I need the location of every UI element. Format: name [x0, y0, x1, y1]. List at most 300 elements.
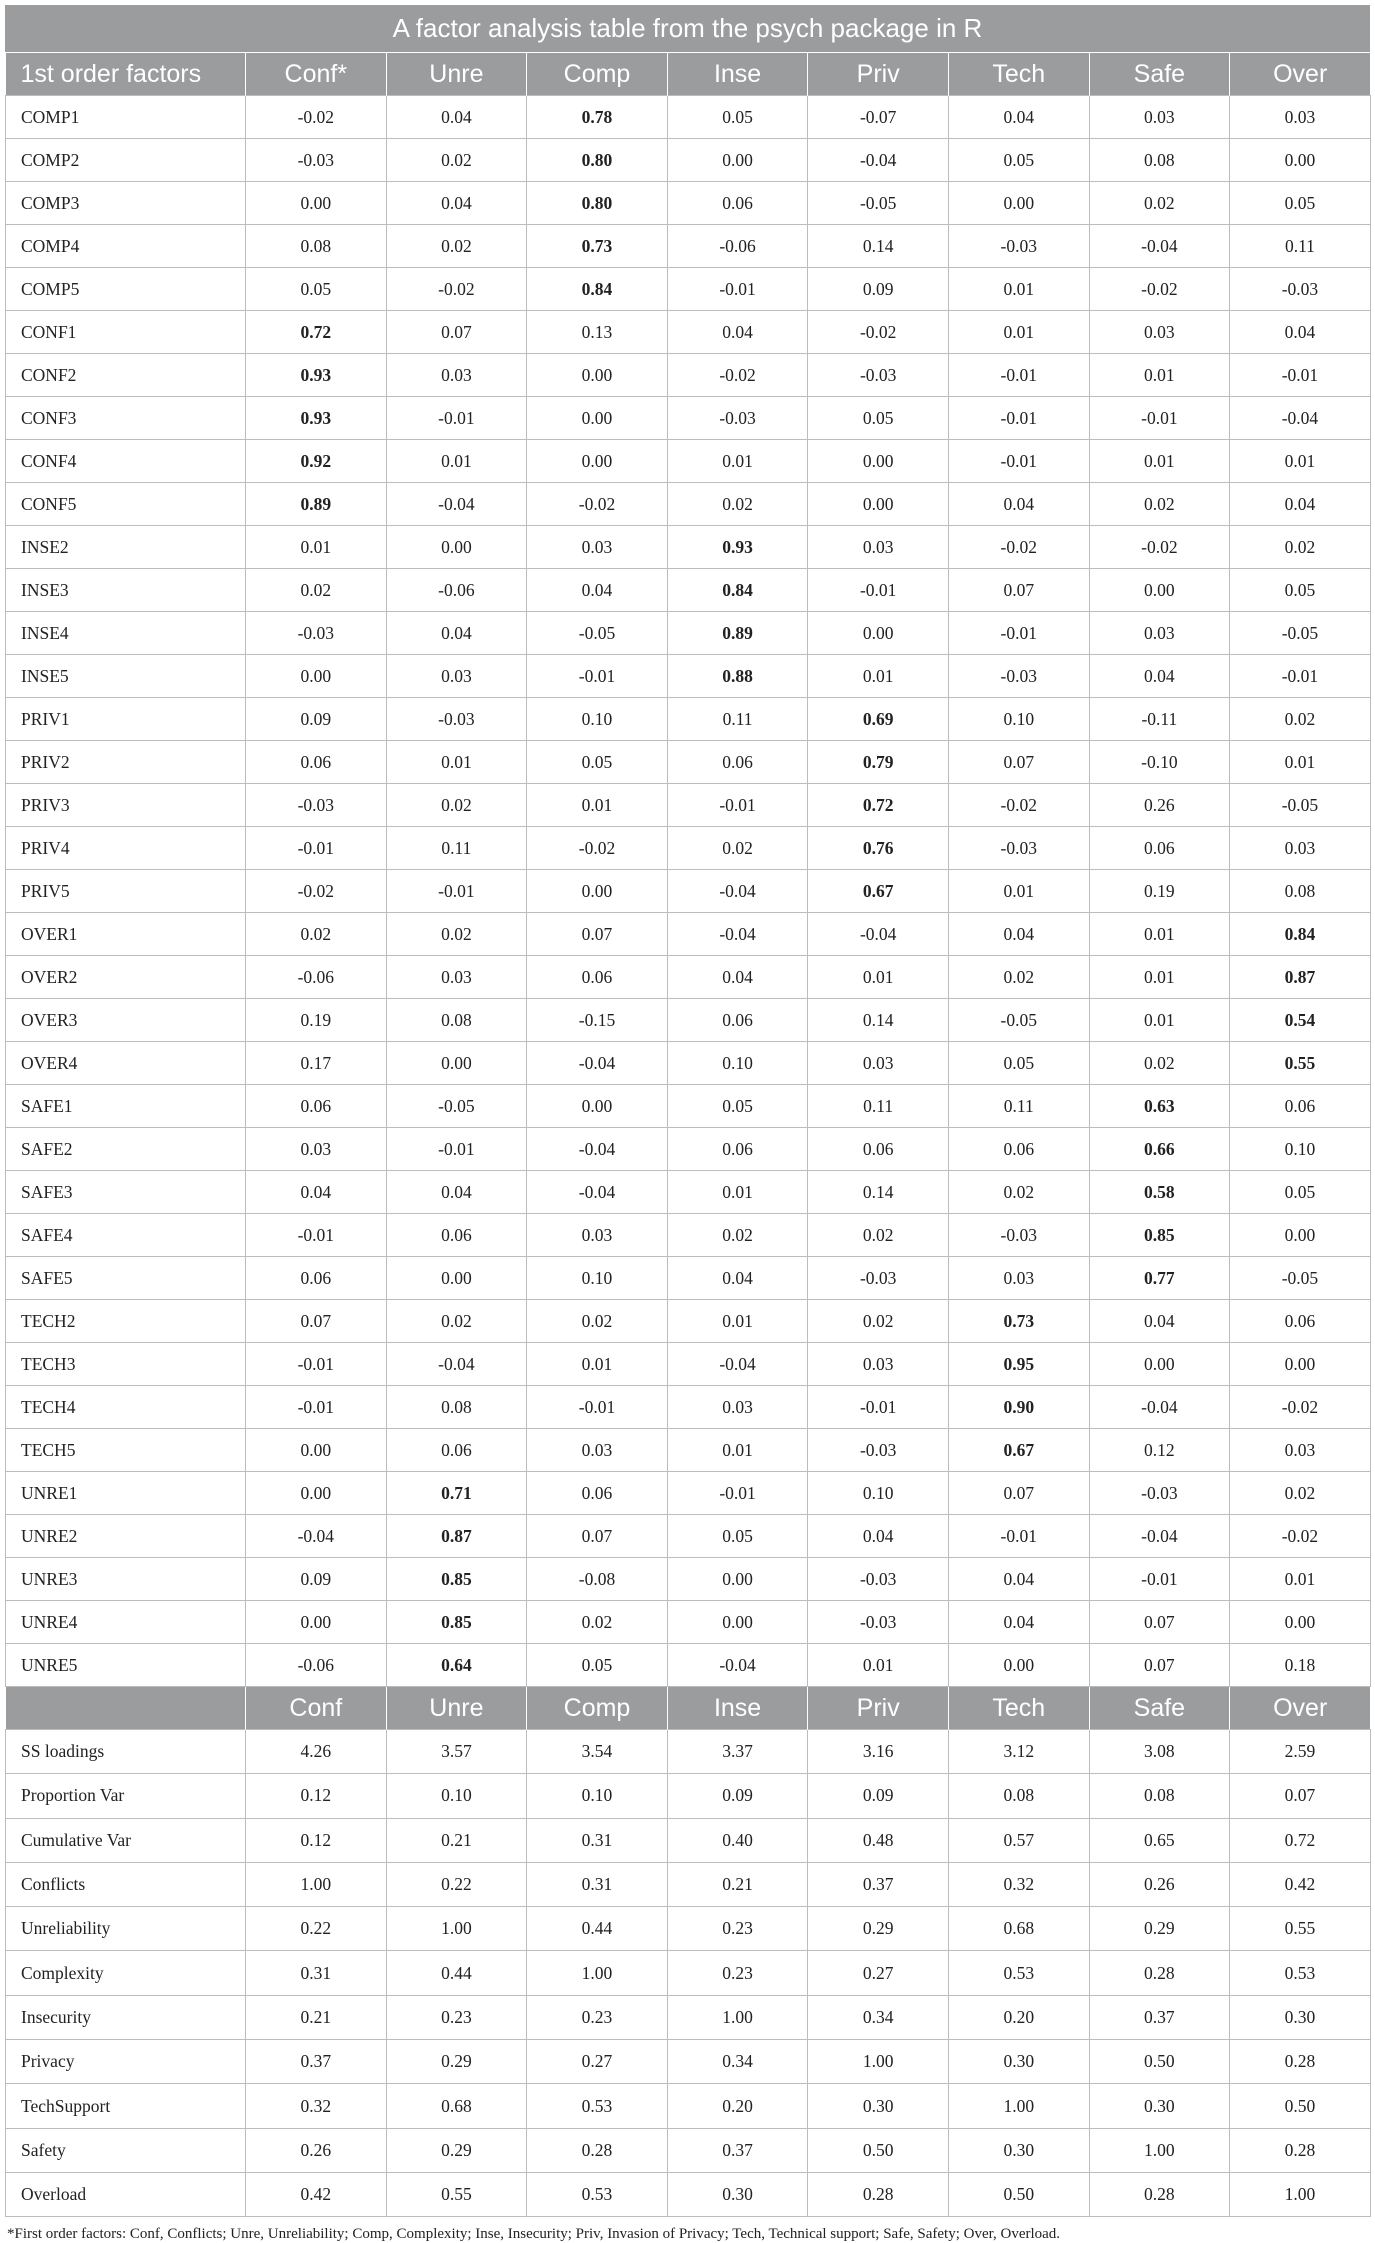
table-cell: 0.03 [948, 1257, 1089, 1300]
table-cell: 0.02 [1230, 698, 1371, 741]
row-label: SAFE1 [6, 1085, 246, 1128]
table-cell: 0.23 [667, 1951, 808, 1995]
table-cell: 3.37 [667, 1730, 808, 1774]
table-cell: 0.34 [808, 1995, 949, 2039]
row-label: Overload [6, 2172, 246, 2216]
table-cell: -0.04 [808, 139, 949, 182]
table-cell: -0.04 [1230, 397, 1371, 440]
table-row [6, 483, 1371, 526]
table-cell: 0.00 [527, 870, 668, 913]
row-label: SS loadings [6, 1730, 246, 1774]
table-cell: 0.89 [246, 483, 387, 526]
summary-column-header: Inse [667, 1687, 808, 1730]
table-cell: 0.10 [527, 1257, 668, 1300]
table-cell: 0.87 [1230, 956, 1371, 999]
summary-column-header: Unre [386, 1687, 527, 1730]
table-cell: -0.04 [667, 1644, 808, 1687]
table-cell: 0.30 [1089, 2084, 1230, 2128]
row-label: Insecurity [6, 1995, 246, 2039]
table-cell: 0.02 [808, 1214, 949, 1257]
table-cell: 0.00 [386, 526, 527, 569]
table-cell: -0.04 [527, 1128, 668, 1171]
row-label: COMP5 [6, 268, 246, 311]
table-cell: 0.23 [386, 1995, 527, 2039]
table-cell: 0.08 [1089, 1774, 1230, 1818]
table-row [6, 655, 1371, 698]
table-cell: -0.03 [808, 1558, 949, 1601]
table-cell: 0.01 [1230, 741, 1371, 784]
table-cell: -0.05 [386, 1085, 527, 1128]
table-cell: -0.01 [527, 655, 668, 698]
table-cell: -0.11 [1089, 698, 1230, 741]
table-cell: -0.06 [246, 1644, 387, 1687]
table-cell: 0.05 [948, 139, 1089, 182]
table-cell: 0.01 [527, 1343, 668, 1386]
table-row [6, 268, 1371, 311]
table-row [6, 1995, 1371, 2039]
table-cell: -0.06 [246, 956, 387, 999]
table-cell: 0.03 [246, 1128, 387, 1171]
summary-column-header: Comp [527, 1687, 668, 1730]
table-row [6, 1601, 1371, 1644]
table-cell: 3.08 [1089, 1730, 1230, 1774]
table-cell: 0.55 [1230, 1907, 1371, 1951]
table-cell: 1.00 [808, 2040, 949, 2084]
row-label: CONF5 [6, 483, 246, 526]
table-row [6, 139, 1371, 182]
table-cell: 0.93 [667, 526, 808, 569]
table-cell: 0.55 [1230, 1042, 1371, 1085]
row-label: SAFE2 [6, 1128, 246, 1171]
table-cell: 0.22 [386, 1862, 527, 1906]
table-cell: 0.02 [386, 139, 527, 182]
table-cell: -0.05 [1230, 784, 1371, 827]
table-cell: 0.05 [667, 1085, 808, 1128]
row-label: INSE2 [6, 526, 246, 569]
table-cell: 0.40 [667, 1818, 808, 1862]
table-cell: 0.79 [808, 741, 949, 784]
table-cell: 0.05 [1230, 182, 1371, 225]
table-cell: 0.50 [1230, 2084, 1371, 2128]
table-cell: 0.32 [246, 2084, 387, 2128]
table-cell: 0.12 [1089, 1429, 1230, 1472]
row-label: COMP2 [6, 139, 246, 182]
column-header-label: 1st order factors [6, 53, 246, 96]
table-cell: 0.31 [527, 1818, 668, 1862]
row-label: TECH2 [6, 1300, 246, 1343]
table-cell: 0.00 [1230, 1601, 1371, 1644]
table-cell: 0.04 [386, 182, 527, 225]
row-label: CONF4 [6, 440, 246, 483]
table-cell: 0.26 [246, 2128, 387, 2172]
table-cell: -0.07 [808, 96, 949, 139]
table-cell: 1.00 [1230, 2172, 1371, 2216]
table-cell: 0.14 [808, 999, 949, 1042]
row-label: OVER2 [6, 956, 246, 999]
table-cell: -0.03 [246, 784, 387, 827]
table-row [6, 1818, 1371, 1862]
table-cell: -0.01 [948, 354, 1089, 397]
table-cell: 0.64 [386, 1644, 527, 1687]
column-header-row [6, 53, 1371, 96]
table-row [6, 612, 1371, 655]
table-cell: 0.07 [246, 1300, 387, 1343]
table-cell: 0.29 [386, 2128, 527, 2172]
table-cell: 0.77 [1089, 1257, 1230, 1300]
table-cell: 0.01 [386, 440, 527, 483]
table-cell: 0.54 [1230, 999, 1371, 1042]
table-row [6, 1907, 1371, 1951]
table-cell: 0.03 [667, 1386, 808, 1429]
row-label: UNRE1 [6, 1472, 246, 1515]
table-cell: 0.01 [667, 1300, 808, 1343]
table-cell: 0.10 [1230, 1128, 1371, 1171]
table-cell: 0.73 [527, 225, 668, 268]
table-cell: 0.01 [948, 870, 1089, 913]
table-cell: -0.04 [1089, 1515, 1230, 1558]
table-cell: -0.04 [667, 870, 808, 913]
table-row [6, 1558, 1371, 1601]
table-cell: 0.02 [246, 569, 387, 612]
table-cell: 0.80 [527, 182, 668, 225]
table-cell: 0.32 [948, 1862, 1089, 1906]
table-cell: 0.09 [246, 1558, 387, 1601]
table-cell: 0.03 [808, 526, 949, 569]
table-cell: 4.26 [246, 1730, 387, 1774]
table-cell: 0.20 [948, 1995, 1089, 2039]
table-cell: 0.00 [386, 1257, 527, 1300]
table-cell: -0.03 [948, 827, 1089, 870]
table-cell: 0.04 [1089, 655, 1230, 698]
table-cell: 0.04 [948, 913, 1089, 956]
table-row [6, 1644, 1371, 1687]
table-cell: 0.03 [808, 1042, 949, 1085]
table-cell: 0.73 [948, 1300, 1089, 1343]
table-row [6, 827, 1371, 870]
table-cell: 0.07 [527, 913, 668, 956]
table-cell: 0.21 [667, 1862, 808, 1906]
table-cell: -0.01 [667, 784, 808, 827]
factor-loadings-table [5, 53, 1371, 2217]
table-cell: 0.07 [948, 1472, 1089, 1515]
table-cell: 0.84 [1230, 913, 1371, 956]
table-cell: 0.00 [527, 440, 668, 483]
table-cell: 0.07 [386, 311, 527, 354]
row-label: CONF1 [6, 311, 246, 354]
table-cell: 0.03 [808, 1343, 949, 1386]
table-cell: 0.03 [527, 1214, 668, 1257]
factor-table-container [5, 5, 1370, 2243]
table-cell: 0.10 [667, 1042, 808, 1085]
table-cell: 0.01 [948, 268, 1089, 311]
table-cell: 0.07 [1230, 1774, 1371, 1818]
table-cell: 0.07 [527, 1515, 668, 1558]
table-cell: 0.55 [386, 2172, 527, 2216]
table-row [6, 1951, 1371, 1995]
table-cell: 0.50 [948, 2172, 1089, 2216]
row-label: COMP1 [6, 96, 246, 139]
table-cell: 0.01 [808, 655, 949, 698]
table-cell: 0.57 [948, 1818, 1089, 1862]
table-cell: 0.03 [1089, 612, 1230, 655]
summary-column-header: Conf [246, 1687, 387, 1730]
table-cell: 0.01 [667, 1429, 808, 1472]
table-cell: 0.08 [1089, 139, 1230, 182]
table-cell: 0.31 [246, 1951, 387, 1995]
table-cell: 0.04 [948, 1601, 1089, 1644]
table-cell: 0.01 [1089, 440, 1230, 483]
table-row [6, 2172, 1371, 2216]
table-cell: 0.04 [386, 612, 527, 655]
table-cell: 0.63 [1089, 1085, 1230, 1128]
table-cell: -0.02 [1089, 526, 1230, 569]
table-row [6, 784, 1371, 827]
table-cell: 0.10 [808, 1472, 949, 1515]
table-cell: 0.13 [527, 311, 668, 354]
table-cell: -0.08 [527, 1558, 668, 1601]
table-cell: -0.01 [948, 397, 1089, 440]
table-cell: -0.03 [1230, 268, 1371, 311]
table-cell: 0.67 [948, 1429, 1089, 1472]
table-cell: 1.00 [246, 1862, 387, 1906]
column-header: Safe [1089, 53, 1230, 96]
table-cell: -0.06 [386, 569, 527, 612]
table-row [6, 1214, 1371, 1257]
row-label: SAFE5 [6, 1257, 246, 1300]
row-label: INSE3 [6, 569, 246, 612]
table-cell: 0.28 [1230, 2040, 1371, 2084]
row-label: TECH3 [6, 1343, 246, 1386]
table-cell: 0.06 [808, 1128, 949, 1171]
summary-header-row [6, 1687, 1371, 1730]
table-cell: 0.06 [527, 1472, 668, 1515]
table-cell: 0.01 [1089, 354, 1230, 397]
table-cell: 0.44 [527, 1907, 668, 1951]
table-row [6, 182, 1371, 225]
table-cell: -0.05 [1230, 612, 1371, 655]
table-cell: 0.00 [1089, 569, 1230, 612]
table-cell: 0.30 [808, 2084, 949, 2128]
table-cell: 0.28 [808, 2172, 949, 2216]
table-cell: 0.58 [1089, 1171, 1230, 1214]
table-cell: -0.02 [948, 784, 1089, 827]
table-footnote: *First order factors: Conf, Conflicts; Unre, Unreliability; Comp, Complexity; Inse, Insecurity; Priv, Invasion of Privacy; Tech, Technical support; Safe, Safety; Over, Overload. [7, 2226, 1061, 2243]
table-cell: 0.00 [667, 139, 808, 182]
table-row [6, 698, 1371, 741]
table-cell: 3.57 [386, 1730, 527, 1774]
table-cell: 0.44 [386, 1951, 527, 1995]
table-cell: 0.02 [246, 913, 387, 956]
row-label: Safety [6, 2128, 246, 2172]
table-row [6, 440, 1371, 483]
table-cell: -0.02 [1230, 1515, 1371, 1558]
table-cell: 0.03 [1089, 311, 1230, 354]
table-cell: -0.02 [246, 870, 387, 913]
table-row [6, 956, 1371, 999]
table-cell: 0.69 [808, 698, 949, 741]
table-cell: -0.03 [1089, 1472, 1230, 1515]
table-cell: 0.17 [246, 1042, 387, 1085]
table-cell: 0.21 [246, 1995, 387, 2039]
row-label: OVER4 [6, 1042, 246, 1085]
row-label: INSE5 [6, 655, 246, 698]
table-cell: 0.08 [386, 999, 527, 1042]
table-cell: 0.53 [527, 2084, 668, 2128]
table-cell: 0.06 [667, 741, 808, 784]
table-cell: -0.01 [808, 569, 949, 612]
table-cell: 0.05 [1230, 1171, 1371, 1214]
row-label: SAFE4 [6, 1214, 246, 1257]
table-row [6, 1862, 1371, 1906]
table-cell: 0.08 [386, 1386, 527, 1429]
table-cell: 1.00 [1089, 2128, 1230, 2172]
row-label: Complexity [6, 1951, 246, 1995]
table-cell: 0.02 [386, 1300, 527, 1343]
table-cell: -0.03 [808, 1429, 949, 1472]
table-cell: 0.09 [808, 268, 949, 311]
table-row [6, 999, 1371, 1042]
table-cell: 0.02 [386, 913, 527, 956]
table-cell: 0.14 [808, 225, 949, 268]
table-cell: -0.05 [527, 612, 668, 655]
table-cell: 0.04 [948, 483, 1089, 526]
row-label: OVER3 [6, 999, 246, 1042]
table-cell: 0.87 [386, 1515, 527, 1558]
table-cell: -0.01 [386, 870, 527, 913]
row-label: Privacy [6, 2040, 246, 2084]
table-cell: 0.37 [808, 1862, 949, 1906]
table-cell: -0.02 [527, 827, 668, 870]
table-cell: 0.04 [246, 1171, 387, 1214]
table-row [6, 526, 1371, 569]
table-cell: 0.78 [527, 96, 668, 139]
table-cell: 0.04 [808, 1515, 949, 1558]
table-cell: 0.09 [667, 1774, 808, 1818]
table-cell: -0.02 [246, 96, 387, 139]
table-cell: -0.05 [948, 999, 1089, 1042]
table-cell: 0.03 [527, 1429, 668, 1472]
table-row [6, 225, 1371, 268]
table-cell: 0.01 [667, 440, 808, 483]
table-cell: 0.84 [527, 268, 668, 311]
table-cell: 0.01 [1089, 956, 1230, 999]
table-cell: 0.93 [246, 354, 387, 397]
table-cell: -0.04 [667, 1343, 808, 1386]
table-cell: -0.02 [527, 483, 668, 526]
row-label: PRIV1 [6, 698, 246, 741]
table-cell: 0.53 [948, 1951, 1089, 1995]
table-cell: -0.02 [1230, 1386, 1371, 1429]
table-cell: 0.53 [527, 2172, 668, 2216]
table-cell: -0.15 [527, 999, 668, 1042]
table-cell: -0.02 [948, 526, 1089, 569]
table-cell: 0.02 [948, 1171, 1089, 1214]
table-cell: -0.01 [667, 268, 808, 311]
row-label: OVER1 [6, 913, 246, 956]
table-cell: 0.88 [667, 655, 808, 698]
table-cell: 0.03 [386, 354, 527, 397]
table-cell: 0.03 [1230, 827, 1371, 870]
table-cell: 0.04 [1230, 483, 1371, 526]
table-cell: -0.04 [527, 1171, 668, 1214]
table-cell: 0.06 [948, 1128, 1089, 1171]
table-cell: 0.42 [246, 2172, 387, 2216]
table-cell: 0.00 [527, 1085, 668, 1128]
table-cell: 0.11 [948, 1085, 1089, 1128]
table-cell: 0.92 [246, 440, 387, 483]
table-cell: 0.07 [948, 569, 1089, 612]
table-cell: -0.03 [948, 655, 1089, 698]
table-cell: 0.22 [246, 1907, 387, 1951]
table-cell: -0.01 [527, 1386, 668, 1429]
table-cell: 0.04 [527, 569, 668, 612]
table-cell: 0.10 [948, 698, 1089, 741]
table-cell: 0.28 [1230, 2128, 1371, 2172]
table-cell: -0.04 [1089, 1386, 1230, 1429]
table-cell: -0.01 [1089, 1558, 1230, 1601]
table-cell: 0.50 [808, 2128, 949, 2172]
table-cell: 0.04 [667, 956, 808, 999]
table-cell: 0.05 [667, 1515, 808, 1558]
table-cell: 0.85 [386, 1558, 527, 1601]
table-cell: 0.48 [808, 1818, 949, 1862]
row-label: CONF3 [6, 397, 246, 440]
table-cell: -0.03 [808, 1257, 949, 1300]
table-cell: 0.28 [527, 2128, 668, 2172]
table-cell: 0.00 [1230, 1343, 1371, 1386]
table-cell: -0.03 [386, 698, 527, 741]
table-cell: 0.19 [1089, 870, 1230, 913]
table-cell: 0.03 [386, 655, 527, 698]
table-cell: 0.11 [808, 1085, 949, 1128]
table-cell: 0.02 [386, 225, 527, 268]
table-cell: 1.00 [527, 1951, 668, 1995]
table-cell: -0.01 [1230, 354, 1371, 397]
table-cell: 0.09 [808, 1774, 949, 1818]
table-cell: 0.00 [246, 1601, 387, 1644]
table-cell: 0.30 [1230, 1995, 1371, 2039]
column-header: Over [1230, 53, 1371, 96]
table-row [6, 1343, 1371, 1386]
table-row [6, 1429, 1371, 1472]
row-label: Conflicts [6, 1862, 246, 1906]
table-cell: -0.04 [1089, 225, 1230, 268]
column-header: Comp [527, 53, 668, 96]
loadings-body [6, 96, 1371, 1687]
row-label: Cumulative Var [6, 1818, 246, 1862]
table-cell: 0.00 [1089, 1343, 1230, 1386]
table-cell: 3.16 [808, 1730, 949, 1774]
table-cell: 0.28 [1089, 2172, 1230, 2216]
table-cell: -0.03 [808, 1601, 949, 1644]
table-row [6, 2084, 1371, 2128]
table-cell: 0.04 [1089, 1300, 1230, 1343]
table-cell: 2.59 [1230, 1730, 1371, 1774]
table-cell: -0.01 [246, 1214, 387, 1257]
table-cell: 0.00 [527, 397, 668, 440]
table-cell: 0.00 [246, 1472, 387, 1515]
table-cell: 0.06 [527, 956, 668, 999]
table-cell: 0.67 [808, 870, 949, 913]
table-cell: -0.02 [1089, 268, 1230, 311]
table-cell: 0.28 [1089, 1951, 1230, 1995]
table-cell: -0.05 [1230, 1257, 1371, 1300]
table-cell: 0.14 [808, 1171, 949, 1214]
table-cell: 0.80 [527, 139, 668, 182]
table-cell: 0.00 [1230, 1214, 1371, 1257]
table-cell: -0.03 [246, 139, 387, 182]
table-cell: 0.01 [386, 741, 527, 784]
